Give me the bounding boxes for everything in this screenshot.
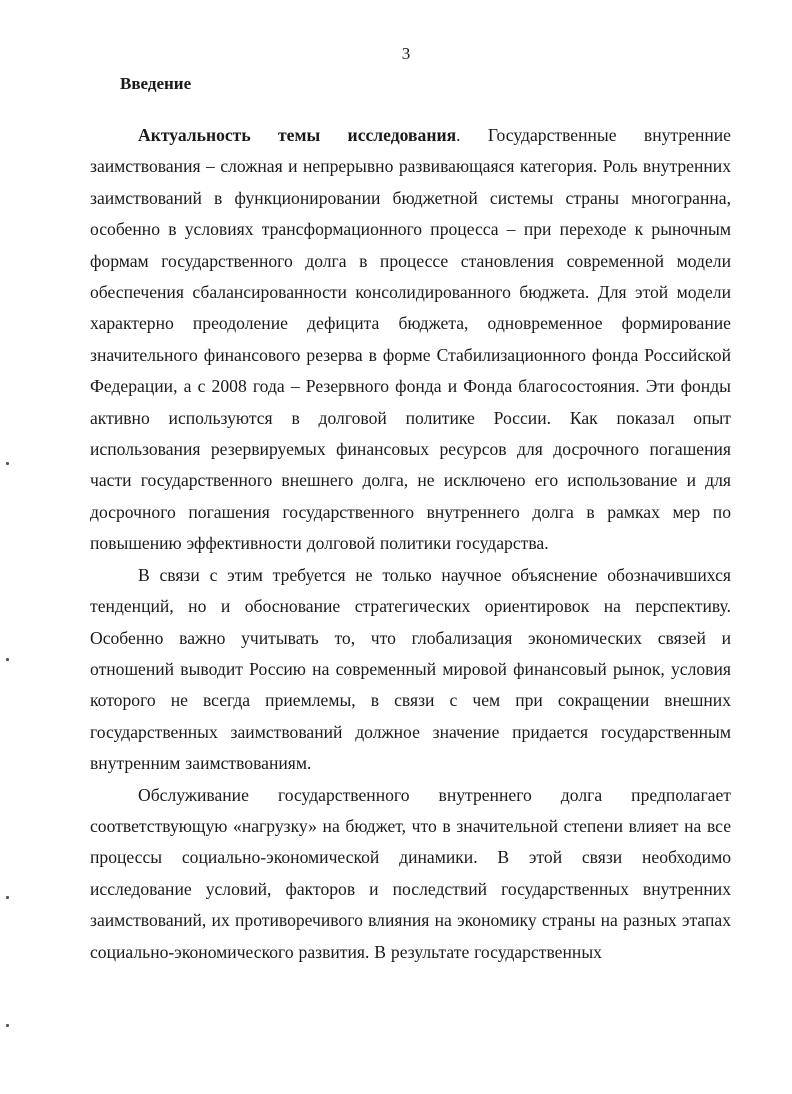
paragraph-2-text: В связи с этим требуется не только научное объяснение обозначившихся тенденций, но и обоснование стратегических ориентировок на перспективу. Особенно важно учитывать то, что глобализация экономических связей и отношений выводит Россию на современный мировой финансовый рынок, условия которого не всегда приемлемы, в связи с чем при сокращении внешних государственных заимствований должное значение придается государственным внутренним заимствованиям.: [90, 564, 731, 774]
body-text: [90, 120, 731, 968]
paragraph-3-text: Обслуживание государственного внутреннего долга предполагает соответствующую «нагрузку» на бюджет, что в значительной степени влияет на все процессы социально-экономической динамики. В этой связи необходимо исследование условий, факторов и последствий государственных внутренних заимствований, их противоречивого влияния на экономику страны на разных этапах социально-экономического развития. В результате государственных: [90, 784, 731, 962]
paragraph-2: [90, 560, 731, 780]
scan-mark: [6, 1024, 9, 1027]
scan-mark: [6, 462, 9, 465]
scan-mark: [6, 896, 9, 899]
paragraph-3: [90, 780, 731, 968]
paragraph-1-text: . Государственные внутренние заимствования – сложная и непрерывно развивающаяся категория. Роль внутренних заимствований в функционировании бюджетной системы страны многогранна, особенно в условиях трансформационного процесса – при переходе к рыночным формам государственного долга в процессе становления современной модели обеспечения сбалансированности консолидированного бюджета. Для этой модели характерно преодоление дефицита бюджета, одновременное формирование значительного финансового резерва в форме Стабилизационного фонда Российской Федерации, а с 2008 года – Резервного фонда и Фонда благосостояния. Эти фонды активно используются в долговой политике России. Как показал опыт использования резервируемых финансовых ресурсов для досрочного погашения части государственного внешнего долга, не исключено его использование и для досрочного погашения государственного внутреннего долга в рамках мер по повышению эффективности долговой политики государства.: [90, 125, 731, 554]
paragraph-1: [90, 120, 731, 560]
paragraph-1-lead: Актуальность темы исследования: [138, 125, 457, 145]
section-heading: Введение: [120, 74, 192, 93]
scan-mark: [6, 658, 9, 661]
page-number: 3: [401, 44, 411, 63]
